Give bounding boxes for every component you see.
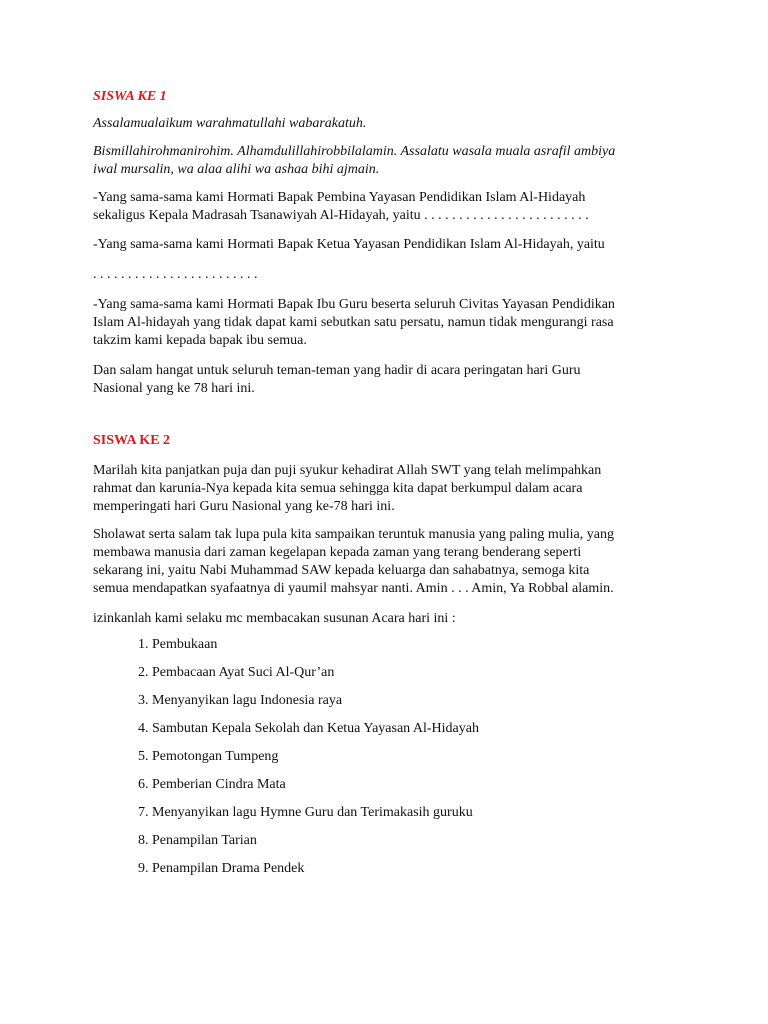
agenda-item: 6. Pemberian Cindra Mata [138,777,286,792]
salam-line: Assalamualaikum warahmatullahi wabarakatuh. [93,116,367,131]
agenda-item: 8. Penampilan Tarian [138,833,257,848]
greeting-guru-paragraph: -Yang sama-sama kami Hormati Bapak Ibu Guru beserta seluruh Civitas Yayasan Pendidikan Islam Al-hidayah yang tidak dapat kami sebutkan satu persatu, namun tidak mengurangi rasa takzim kami kepada bapak ibu semua. [93,297,615,348]
agenda-item: 3. Menyanyikan lagu Indonesia raya [138,693,343,708]
sholawat-paragraph: Sholawat serta salam tak lupa pula kita sampaikan teruntuk manusia yang paling mulia, yang membawa manusia dari zaman kegelapan kepada zaman yang terang benderang seperti sekarang ini, yaitu Nabi Muhammad SAW kepada keluarga dan sahabatnya, semoga kita semua mendapatkan syafaatnya di yaumil mahsyar nanti. Amin . . . Amin, Ya Robbal alamin. [93,527,614,596]
greeting-ketua-paragraph: -Yang sama-sama kami Hormati Bapak Ketua Yayasan Pendidikan Islam Al-Hidayah, yaitu [93,237,605,252]
agenda-item: 2. Pembacaan Ayat Suci Al-Qur’an [138,665,335,680]
section-heading-siswa-1: SISWA KE 1 [93,89,167,104]
agenda-item: 4. Sambutan Kepala Sekolah dan Ketua Yayasan Al-Hidayah [138,721,479,736]
dotted-fill-line: . . . . . . . . . . . . . . . . . . . . . . . . [93,267,258,282]
agenda-item: 7. Menyanyikan lagu Hymne Guru dan Terimakasih guruku [138,805,473,820]
agenda-item: 5. Pemotongan Tumpeng [138,749,279,764]
opening-prayer-paragraph: Marilah kita panjatkan puja dan puji syukur kehadirat Allah SWT yang telah melimpahkan rahmat dan karunia-Nya kepada kita semua sehingga kita dapat berkumpul dalam acara memperingati hari Guru Nasional yang ke-78 hari ini. [93,463,602,514]
closing-greeting-paragraph: Dan salam hangat untuk seluruh teman-teman yang hadir di acara peringatan hari Guru Nasional yang ke 78 hari ini. [93,363,581,396]
greeting-pembina-paragraph: -Yang sama-sama kami Hormati Bapak Pembina Yayasan Pendidikan Islam Al-Hidayah sekaligus Kepala Madrasah Tsanawiyah Al-Hidayah, yaitu . . . . . . . . . . . . . . . . . . . . . . . . [93,190,589,223]
basmalah-paragraph: Bismillahirohmanirohim. Alhamdulillahirobbilalamin. Assalatu wasala muala asrafil ambiya iwal mursalin, wa alaa alihi wa ashaa bihi ajmain. [93,144,616,177]
agenda-intro: izinkanlah kami selaku mc membacakan susunan Acara hari ini : [93,611,456,626]
agenda-list [138,636,479,888]
agenda-item: 1. Pembukaan [138,637,218,652]
agenda-item: 9. Penampilan Drama Pendek [138,861,305,876]
section-heading-siswa-2: SISWA KE 2 [93,433,171,448]
